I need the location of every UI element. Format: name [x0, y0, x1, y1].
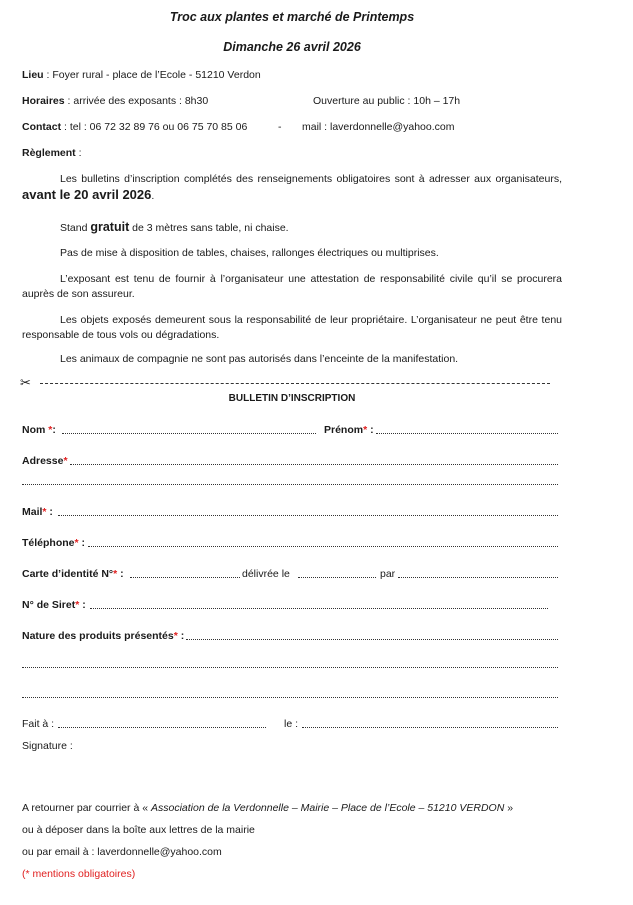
contact-phones: : tel : 06 72 32 89 76 ou 06 75 70 85 06 [61, 121, 248, 133]
carte-label: Carte d’identité N°* : [22, 568, 124, 580]
mailbox-line: ou à déposer dans la boîte aux lettres de la mairie [22, 824, 255, 836]
siret-field[interactable] [90, 608, 548, 609]
lieu-line [22, 69, 261, 81]
delivree-date-field[interactable] [298, 577, 376, 578]
cut-line [40, 383, 550, 384]
lieu-value: : Foyer rural - place de l’Ecole - 51210 Verdon [43, 69, 261, 81]
delivree-par-field[interactable] [398, 577, 558, 578]
event-title: Troc aux plantes et marché de Printemps [169, 10, 415, 24]
rule-2-gratuit: gratuit [90, 220, 130, 234]
fait-label: Fait à : [22, 718, 55, 730]
reglement-colon: : [75, 147, 82, 159]
rule-1-text: Les bulletins d’inscription complétés des renseignements obligatoires sont à adresser aux organisateurs, [60, 173, 562, 185]
contact-line [22, 121, 247, 133]
ouverture-text: Ouverture au public : 10h – 17h [313, 95, 461, 107]
required-note: (* mentions obligatoires) [22, 868, 136, 880]
adresse-field-line-1[interactable] [70, 464, 558, 465]
mail-required: * [42, 506, 47, 518]
mail-field[interactable] [58, 515, 558, 516]
siret-required: * [75, 599, 80, 611]
le-field[interactable] [302, 727, 558, 728]
nature-field-line-3[interactable] [22, 697, 558, 698]
nom-label: Nom *: [22, 424, 56, 436]
siret-label: N° de Siret* : [22, 599, 86, 611]
le-label: le : [284, 718, 299, 730]
contact-mail: mail : laverdonnelle@yahoo.com [302, 121, 455, 133]
rule-5: Les objets exposés demeurent sous la responsabilité de leur propriétaire. L’organisateur ne peut être tenu responsable de tous vols ou dégradations. [22, 314, 562, 341]
carte-required: * [113, 568, 118, 580]
contact-label: Contact [22, 121, 62, 133]
nature-field-line-1[interactable] [186, 639, 558, 640]
horaires-value: : arrivée des exposants : 8h30 [64, 95, 209, 107]
reglement-line [22, 147, 82, 159]
nature-label: Nature des produits présentés* : [22, 630, 185, 642]
bulletin-title: BULLETIN D’INSCRIPTION [228, 393, 356, 404]
rule-2-end: de 3 mètres sans table, ni chaise. [129, 222, 289, 234]
rule-2 [22, 220, 562, 236]
prenom-label: Prénom* : [324, 424, 374, 436]
rule-3: Pas de mise à disposition de tables, chaises, rallonges électriques ou multiprises. [60, 247, 439, 259]
prenom-required: * [363, 424, 368, 436]
telephone-field[interactable] [88, 546, 558, 547]
lieu-label: Lieu [22, 69, 44, 81]
event-date: Dimanche 26 avril 2026 [223, 40, 361, 54]
par-label: par [380, 568, 396, 580]
scissors-icon: ✂ [20, 375, 31, 390]
adresse-field-line-2[interactable] [22, 484, 558, 485]
email-line: ou par email à : laverdonnelle@yahoo.com [22, 846, 222, 858]
rule-2-start: Stand [60, 222, 91, 234]
adresse-label: Adresse* [22, 455, 68, 467]
contact-separator: - [278, 121, 282, 133]
fait-field[interactable] [58, 727, 266, 728]
return-address-line: A retourner par courrier à « Association de la Verdonnelle – Mairie – Place de l’Ecole – 51210 VERDON » [22, 802, 514, 814]
rule-1-end: . [151, 190, 155, 202]
horaires-line [22, 95, 208, 107]
carte-number-field[interactable] [130, 577, 240, 578]
nom-field[interactable] [62, 433, 316, 434]
mail-label: Mail* : [22, 506, 53, 518]
rule-1-deadline: avant le 20 avril 2026 [22, 187, 152, 202]
nature-field-line-2[interactable] [22, 667, 558, 668]
rule-6: Les animaux de compagnie ne sont pas autorisés dans l’enceinte de la manifestation. [60, 353, 459, 365]
reglement-label: Règlement [22, 147, 76, 159]
adresse-required: * [63, 455, 68, 467]
return-address: Association de la Verdonnelle – Mairie – Place de l’Ecole – 51210 VERDON [150, 802, 505, 814]
telephone-label: Téléphone* : [22, 537, 86, 549]
telephone-required: * [74, 537, 79, 549]
nom-required: * [48, 424, 53, 436]
signature-label: Signature : [22, 740, 73, 752]
delivree-label: délivrée le [242, 568, 290, 580]
rule-1 [22, 172, 562, 204]
nature-required: * [173, 630, 178, 642]
horaires-label: Horaires [22, 95, 65, 107]
prenom-field[interactable] [376, 433, 558, 434]
rule-4: L’exposant est tenu de fournir à l’organisateur une attestation de responsabilité civile qu’il se procurera auprès de son assureur. [22, 273, 562, 300]
